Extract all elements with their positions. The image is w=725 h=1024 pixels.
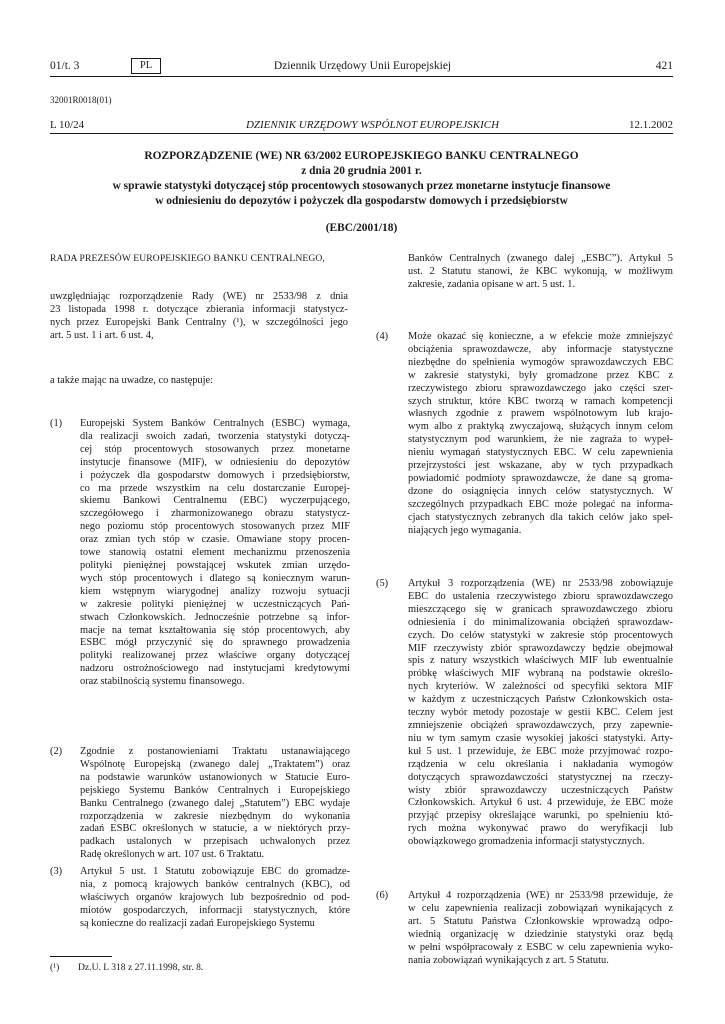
text-line: Zgodnie z postanowieniami Traktatu ustanawiającego — [80, 746, 350, 757]
text-line: instytucje finansowe (MIF), w odniesieniu do depozytów — [80, 456, 350, 468]
text-line: wym albo z praktyką zwyczajową, służących innym celom — [408, 421, 673, 433]
council-heading: RADA PREZESÓW EUROPEJSKIEGO BANKU CENTRALNEGO, — [50, 253, 325, 264]
recital-number: (3) — [50, 866, 63, 877]
text-line: EBC do ustalenia rzeczywistego zbioru sprawozdawczego — [408, 590, 673, 602]
text-line: szych struktur, które KBC tworzą w ramach kompetencji — [408, 395, 673, 407]
journal-date: 12.1.2002 — [629, 119, 673, 131]
text-line: w każdym z uczestniczących Państw Członkowskich osta- — [408, 694, 673, 706]
regulation-identifier: (EBC/2001/18) — [325, 222, 398, 234]
whereas-intro: a także mając na uwadze, co następuje: — [50, 375, 213, 386]
text-line: niu w tym samym czasie wysokiej jakości statystyki. Arty- — [408, 732, 673, 744]
text-line: pejskiego Systemu Banków Centralnych i Europejskiego — [80, 784, 350, 796]
journal-name: DZIENNIK URZĘDOWY WSPÓLNOT EUROPEJSKICH — [245, 119, 500, 131]
text-line: statystycznym pod warunkiem, że nie zagraża to wypeł- — [408, 434, 673, 446]
text-line: Europejski System Banków Centralnych (ESBC) wymaga, — [80, 418, 350, 429]
text-line: rzeczywistego zbioru sprawozdawczego jako części szer- — [408, 382, 673, 394]
title-line: z dnia 20 grudnia 2001 r. — [301, 165, 422, 177]
text-line: Artykuł 5 ust. 1 Statutu zobowiązuje EBC do gromadze- — [80, 866, 350, 877]
text-line: Artykuł 4 rozporządzenia (WE) nr 2533/98 przewiduje, że — [408, 890, 673, 901]
text-line: MIF rzeczywisty zbiór sprawozdawczy będzie obejmował — [408, 642, 673, 654]
recital-number: (1) — [50, 418, 63, 429]
page-number: 421 — [655, 60, 673, 72]
recital-text — [408, 331, 673, 538]
text-line: kiem wstępnym wiarygodnej analizy rozwoju sytuacji — [80, 585, 350, 597]
text-line: spis z natury wszystkich właściwych MIF lub ewentualnie — [408, 655, 673, 667]
journal-rule — [50, 133, 673, 134]
text-line: dla realizacji swoich zadań, tworzenia statystyki dotyczą- — [80, 430, 350, 442]
text-line: cej stóp procentowych stosowanych przez monetarne — [80, 443, 350, 455]
text-line: Radę określonych w art. 107 ust. 6 Traktatu. — [80, 849, 265, 861]
recital-text — [80, 866, 350, 931]
text-line: przejrzystości jest wskazane, aby w tych przypadkach — [408, 460, 673, 472]
text-line: nych kryteriów. W zależności od specyfiki sektora MIF — [408, 681, 673, 693]
text-line: wisty zbiór sprawozdawczy uczestniczących Państw — [408, 784, 673, 796]
recital-number: (4) — [376, 331, 389, 342]
journal-issue: L 10/24 — [50, 119, 85, 131]
text-line: polityki realizowanej przez właściwe organy dotyczącej — [80, 650, 350, 662]
text-line: są konieczne do realizacji zadań Europejskiego Systemu — [80, 917, 315, 929]
text-line: nadzoru ostrożnościowego nad instytucjami kredytowymi — [80, 663, 350, 675]
text-line: szczegółowego i zharmonizowanego obrazu statystycz- — [80, 508, 350, 520]
text-line: polityki pieniężnej powstającej wskutek zmian urzędo- — [80, 559, 350, 571]
text-line: właściwych organów krajowych lub bezpośrednio od pod- — [80, 891, 350, 903]
recital-text — [408, 578, 673, 849]
text-line: na podstawie warunków ustanowionych w Statucie Euro- — [80, 771, 350, 783]
text-line: Banków Centralnych (zwanego dalej „ESBC”). Artykuł 5 — [408, 253, 673, 264]
language-code-badge: PL — [131, 58, 161, 74]
text-line: ESBC mógł przyczynić się do sprawnego prowadzenia — [80, 637, 350, 649]
text-line: nania zobowiązań wynikających z art. 5 Statutu. — [408, 954, 609, 966]
text-line: 23 listopada 1998 r. dotyczące zbierania informacji statystycz- — [50, 303, 348, 315]
recital-number: (5) — [376, 578, 389, 589]
text-line: kuł 5 ust. 1 przewiduje, że EBC może przyjmować rozpo- — [408, 745, 673, 757]
text-line: Wspólnotę Europejską (zwanego dalej „Traktatem”) oraz — [80, 758, 350, 770]
footnote-mark: (¹) — [50, 962, 60, 973]
text-line: nego poziomu stóp procentowych stosowanych przez MIF — [80, 521, 350, 533]
text-line: obciążenia sprawozdawcze, aby informacje statystyczne — [408, 343, 673, 355]
text-line: i pożyczek dla gospodarstw domowych i przedsiębiorstw, — [80, 469, 350, 481]
text-line: przyjąć przepisy określające warunki, po spełnieniu któ- — [408, 810, 673, 822]
text-line: próbkę właściwych MIF wybraną na podstawie określo- — [408, 668, 673, 680]
text-line: w celu zapewnienia realizacji zobowiązań wynikających z — [408, 902, 673, 914]
recital-text — [80, 746, 350, 862]
text-line: wiednią organizację w dziedzinie statystyki oraz będą — [408, 928, 673, 940]
text-line: własnych zgodnie z prawem wspólnotowym lub krajo- — [408, 408, 673, 420]
text-line: rozporządzenia w zakresie niezbędnym do wykonania — [80, 810, 350, 822]
text-line: towe stanowią ostatni element mechanizmu przenoszenia — [80, 547, 350, 559]
text-line: miotów gospodarczych, informacji statystycznych, które — [80, 904, 350, 916]
text-line: ust. 2 Statutu stanowi, że KBC wykonują, w możliwym — [408, 265, 673, 277]
text-line: skiemu Bankowi Centralnemu (EBC) wyczerpującego, — [80, 495, 350, 507]
text-line: art. 5 Statutu Państwa Członkowskie wprowadzą odpo- — [408, 915, 673, 927]
text-line: mieszczącego się w granicach sprawozdawczego zbioru — [408, 603, 673, 615]
text-line: Banku Centralnego (zwanego dalej „Statutem”) EBC wydaje — [80, 797, 350, 809]
text-line: nia, z pomocą krajowych banków centralnych (KBC), od — [80, 878, 350, 890]
text-line: oraz stabilnością systemu finansowego. — [80, 676, 245, 688]
text-line: wych stóp procentowych i dlatego są koniecznym warun- — [80, 572, 350, 584]
text-line: rych można wykonywać prawo do weryfikacji lub — [408, 823, 673, 835]
text-line: czych. Do celów statystyki w zakresie stóp procentowych — [408, 629, 673, 641]
text-line: nieniu wymagań statystycznych EBC. W celu zapewnienia — [408, 447, 673, 459]
text-line: niających jego wymagania. — [408, 524, 522, 536]
text-line: macje na temat kształtowania się stóp procentowych, aby — [80, 624, 350, 636]
text-line: Członkowskich. Artykuł 6 ust. 4 przewiduje, że EBC może — [408, 797, 673, 809]
text-line: teczny wybór metody pozostaje w gestii KBC. Celem jest — [408, 707, 673, 719]
footnote-rule — [50, 956, 112, 957]
recital-text — [408, 890, 673, 967]
footnote — [50, 962, 203, 973]
recital-number: (2) — [50, 746, 63, 757]
text-line: odniesienia i do minimalizowania obciążeń sprawozdaw- — [408, 616, 673, 628]
text-line: oraz zmian tych stóp w czasie. Omawiane stopy procen- — [80, 534, 350, 546]
text-line: nych przez Europejski Bank Centralny (¹), w szczególności jego — [50, 316, 348, 328]
text-line: cjach statystycznych zebranych dla takich celów jako speł- — [408, 511, 673, 523]
recital-text — [408, 253, 673, 292]
text-line: zadań ESBC określonych w statucie, a w niektórych przy- — [80, 823, 350, 835]
text-line: szczególnych przypadkach EBC może polegać na informa- — [408, 498, 673, 510]
header-rule — [50, 76, 673, 77]
text-line: w zakresie polityki pieniężnej w uczestniczących Pań- — [80, 598, 350, 610]
footnote-text: Dz.U. L 318 z 27.11.1998, str. 8. — [78, 962, 204, 973]
text-line: padkach ustalonych w przepisach uchwalonych przez — [80, 836, 350, 848]
text-line: w pełni współpracowały z ESBC w celu zapewnienia wyko- — [408, 941, 673, 953]
text-line: powiadomić podmioty sprawozdawcze, że dane są groma- — [408, 472, 673, 484]
text-line: Artykuł 3 rozporządzenia (WE) nr 2533/98 zobowiązuje — [408, 578, 673, 589]
title-line: w odniesieniu do depozytów i pożyczek dla gospodarstw domowych i przedsiębiorstw — [155, 195, 568, 207]
regulation-title — [50, 149, 673, 209]
text-line: uwzględniając rozporządzenie Rady (WE) nr 2533/98 z dnia — [50, 291, 348, 302]
text-line: art. 5 ust. 1 i art. 6 ust. 4, — [50, 329, 154, 341]
text-line: dzone do osiągnięcia innych celów statystycznych. W — [408, 485, 673, 497]
volume-number: 01/t. 3 — [50, 60, 80, 72]
title-line: ROZPORZĄDZENIE (WE) NR 63/2002 EUROPEJSKIEGO BANKU CENTRALNEGO — [144, 150, 579, 162]
text-line: Może okazać się konieczne, a w efekcie może zmniejszyć — [408, 331, 673, 342]
title-line: w sprawie statystyki dotyczącej stóp procentowych stosowanych przez monetarne instytucje finansowe — [112, 180, 611, 192]
recital-text — [80, 418, 350, 689]
text-line: obowiązkowego gromadzenia informacji statystycznych. — [408, 836, 645, 848]
text-line: rządzenia w celu określania i nakładania wymogów — [408, 758, 673, 770]
text-line: niezbędne do spełnienia wymogów sprawozdawczych EBC — [408, 356, 673, 368]
celex-number: 32001R0018(01) — [50, 95, 112, 105]
text-line: stwach Członkowskich. Jednocześnie potrzebne są infor- — [80, 611, 350, 623]
text-line: zakresie, zadania opisane w art. 5 ust. 1. — [408, 278, 576, 290]
having-regard-paragraph — [50, 291, 348, 343]
text-line: co ma przede wszystkim na celu dostarczanie Europej- — [80, 482, 350, 494]
text-line: dotyczących sprawozdawczości statystycznej na rzeczy- — [408, 771, 673, 783]
text-line: w zakresie statystyki, były gromadzone przez KBC z — [408, 369, 673, 381]
recital-number: (6) — [376, 890, 389, 901]
text-line: zmniejszenie obciążeń sprawozdawczych, przy zapewnie- — [408, 719, 673, 731]
journal-title: Dziennik Urzędowy Unii Europejskiej — [273, 60, 452, 72]
